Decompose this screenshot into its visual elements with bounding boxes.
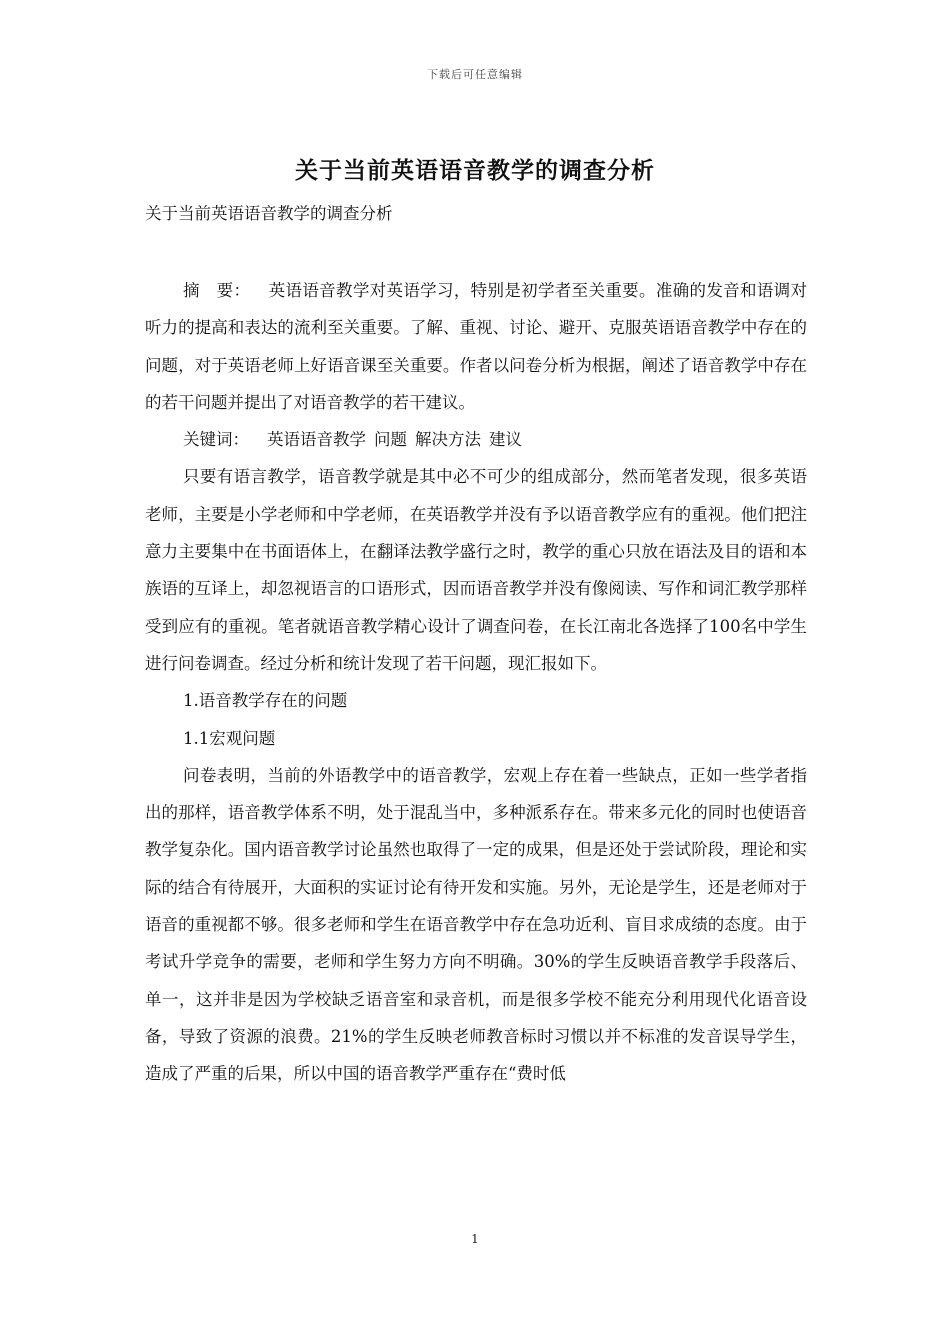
document-subtitle: 关于当前英语语音教学的调查分析 [145, 204, 393, 223]
abstract-paragraph [145, 272, 807, 421]
keywords-paragraph [145, 421, 807, 458]
keyword-item: 建议 [489, 430, 522, 450]
section-1-1-heading: 1.1宏观问题 [183, 728, 276, 748]
page-number: 1 [471, 1232, 479, 1246]
keywords-label: 关键词： [183, 430, 249, 450]
keyword-item: 英语语音教学 [267, 430, 366, 450]
page-header: 下载后可任意编辑 [427, 68, 523, 81]
document-title: 关于当前英语语音教学的调查分析 [295, 157, 655, 184]
document-body [145, 272, 807, 1093]
keyword-item: 问题 [374, 430, 407, 450]
section-1-heading: 1.语音教学存在的问题 [183, 691, 348, 711]
abstract-text: 英语语音教学对英语学习，特别是初学者至关重要。准确的发音和语调对听力的提高和表达的流利至关重要。了解、重视、讨论、避开、克服英语语音教学中存在的问题，对于英语老师上好语音课至关重要。作者以问卷分析为根据，阐述了语音教学中存在的若干问题并提出了对语音教学的若干建议。 [145, 281, 808, 412]
section-1-1-paragraph: 问卷表明，当前的外语教学中的语音教学，宏观上存在着一些缺点，正如一些学者指出的那样，语音教学体系不明，处于混乱当中，多种派系存在。带来多元化的同时也使语音教学复杂化。国内语音教学讨论虽然也取得了一定的成果，但是还处于尝试阶段，理论和实际的结合有待展开，大面积的实证讨论有待开发和实施。另外，无论是学生，还是老师对于语音的重视都不够。很多老师和学生在语音教学中存在急功近利、盲目求成绩的态度。由于考试升学竞争的需要，老师和学生努力方向不明确。30%的学生反映语音教学手段落后、单一，这并非是因为学校缺乏语音室和录音机，而是很多学校不能充分利用现代化语音设备，导致了资源的浪费。21%的学生反映老师教音标时习惯以并不标准的发音误导学生，造成了严重的后果，所以中国的语音教学严重存在“费时低 [145, 765, 807, 1084]
abstract-label: 摘 要： [183, 281, 251, 300]
intro-paragraph: 只要有语言教学，语音教学就是其中必不可少的组成部分，然而笔者发现，很多英语老师，主要是小学老师和中学老师，在英语教学并没有予以语音教学应有的重视。他们把注意力主要集中在书面语体上，在翻译法教学盛行之时，教学的重心只放在语法及目的语和本族语的互译上，却忽视语言的口语形式，因而语音教学并没有像阅读、写作和词汇教学那样受到应有的重视。笔者就语音教学精心设计了调查问卷，在长江南北各选择了100名中学生进行问卷调查。经过分析和统计发现了若干问题，现汇报如下。 [145, 467, 807, 673]
keyword-item: 解决方法 [415, 430, 481, 450]
